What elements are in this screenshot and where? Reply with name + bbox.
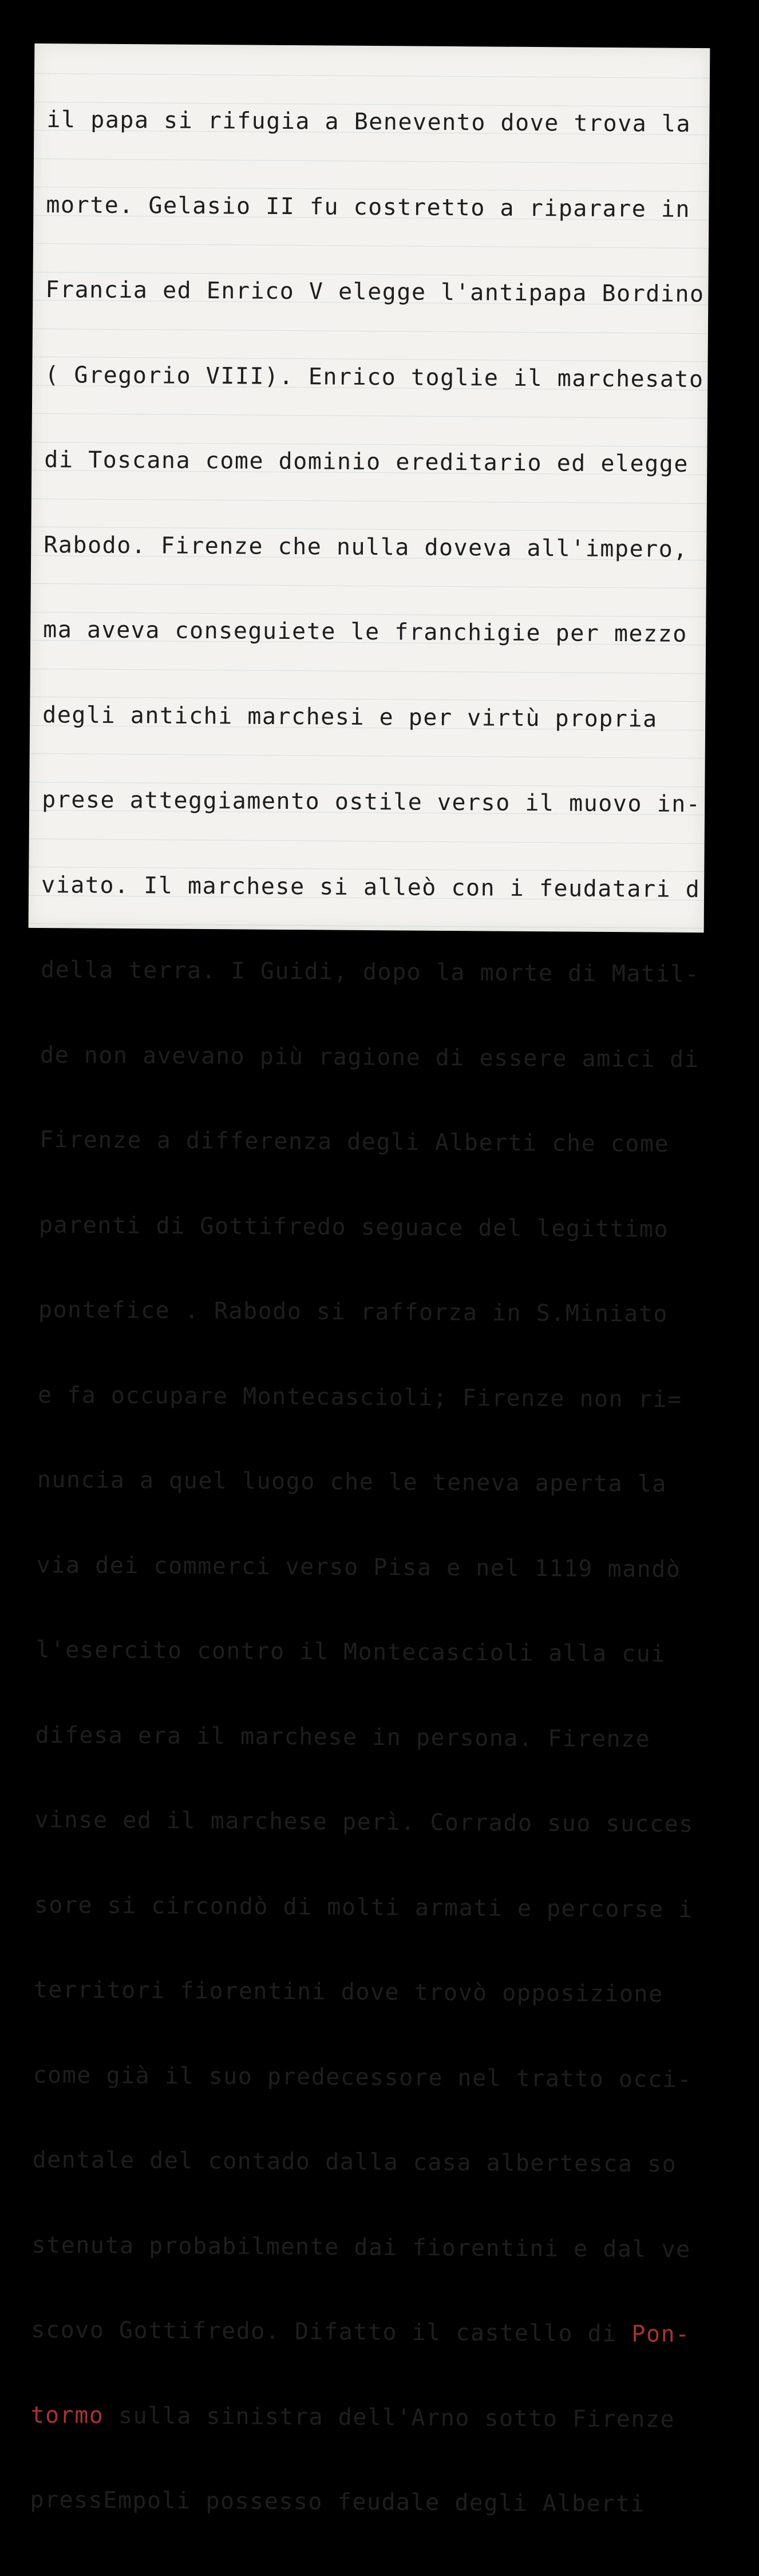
text-line: territori fiorentini dove trovò opposizione bbox=[33, 1976, 663, 2008]
text-line bbox=[30, 2401, 689, 2434]
text-line: di Toscana come dominio ereditario ed elegge bbox=[44, 447, 689, 477]
text-line: pressEmpoli possesso feudale degli Alberti bbox=[30, 2486, 646, 2518]
text-line bbox=[31, 2316, 689, 2349]
text-line: come già il suo predecessore nel tratto occi- bbox=[33, 2061, 692, 2093]
text-line: ( Gregorio VIII). Enrico toglie il marchesato bbox=[45, 361, 704, 393]
text-line: Firenze a differenza degli Alberti che come bbox=[39, 1127, 670, 1157]
text-line: morte. Gelasio II fu costretto a riparare in bbox=[46, 191, 691, 223]
text-line: sore si circondò di molti armati e percorse i bbox=[34, 1891, 694, 1923]
text-line: l'esercito contro il Montecascioli alla cui bbox=[35, 1636, 666, 1668]
highlighted-word: Pon- bbox=[631, 2321, 690, 2348]
text-segment: scovo Gottifredo. Difatto il castello di bbox=[31, 2316, 617, 2348]
text-line: il papa si rifugia a Benevento dove trova la bbox=[46, 106, 691, 137]
highlighted-word: tormo bbox=[30, 2401, 104, 2429]
text-line: dentale del contado dalla casa albertesca so bbox=[32, 2146, 677, 2178]
text-line: prese atteggiamento ostile verso il muovo in- bbox=[42, 787, 701, 818]
text-line: parenti di Gottifredo seguace del legittimo bbox=[38, 1211, 669, 1243]
text-line: Francia ed Enrico V elegge l'antipapa Bordino bbox=[45, 276, 705, 308]
text-line: difesa era il marchese in persona. Firenze bbox=[35, 1721, 651, 1752]
text-segment: sulla sinistra dell'Arno sotto Firenze bbox=[104, 2402, 675, 2433]
text-line: de non avevano più ragione di essere amici di bbox=[39, 1041, 699, 1073]
text-line: Rabodo. Firenze che nulla doveva all'impero, bbox=[44, 531, 689, 563]
text-line: ma aveva conseguiete le franchigie per mezzo bbox=[43, 617, 688, 647]
text-line: degli antichi marchesi e per virtù propria bbox=[42, 701, 658, 733]
text-line: stenuta probabilmente dai fiorentini e dal ve bbox=[31, 2231, 691, 2263]
text-line: e fa occupare Montecascioli; Firenze non ri= bbox=[37, 1381, 682, 1413]
typewritten-page bbox=[29, 44, 710, 2518]
text-line: pontefice . Rabodo si rafforza in S.Miniato bbox=[38, 1297, 669, 1327]
text-line: della terra. I Guidi, dopo la morte di Matil- bbox=[40, 957, 700, 988]
text-line: via dei commerci verso Pisa e nel 1119 mandò bbox=[36, 1551, 681, 1583]
text-line: vinse ed il marchese perì. Corrado suo succes bbox=[34, 1806, 694, 1838]
text-line: viato. Il marchese si alleò con i feudatari d bbox=[41, 871, 701, 903]
text-line: nuncia a quel luogo che le teneva aperta la bbox=[37, 1466, 667, 1498]
typed-text-block bbox=[30, 49, 706, 2575]
